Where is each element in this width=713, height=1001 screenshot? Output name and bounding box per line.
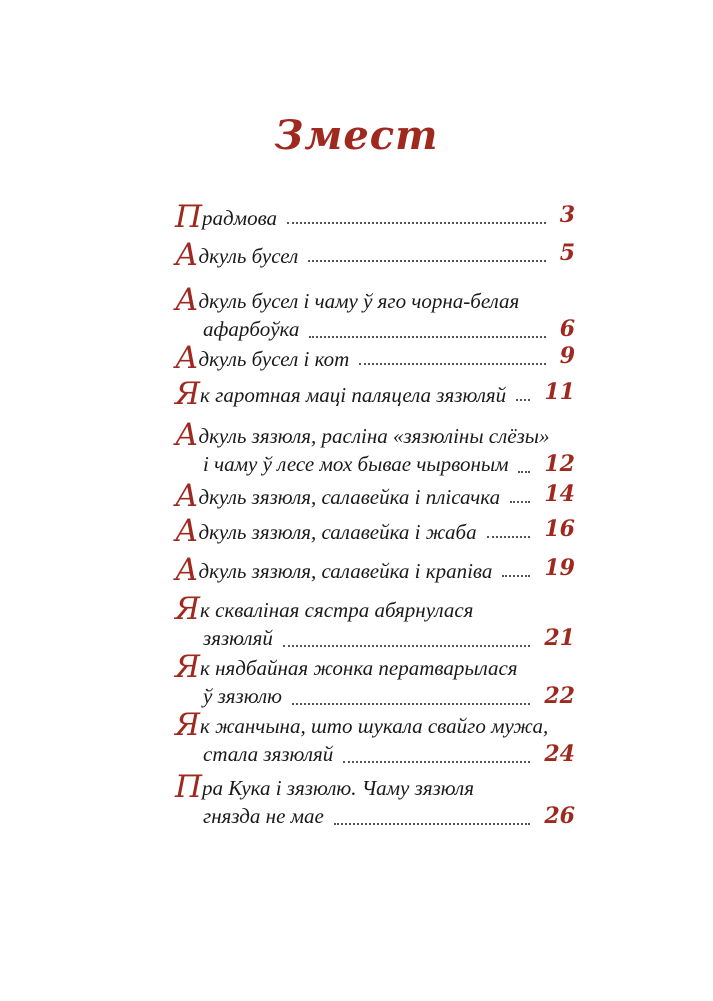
toc-leader-dots [343,755,530,763]
toc-initial-letter: Я [175,591,201,627]
page-title: Змест [274,112,439,159]
toc-leader-dots [334,817,531,825]
toc-entry-text: афарбоўка [203,317,300,341]
toc-initial-letter: А [175,417,199,453]
toc-entry-text-rest: дкуль зязюля, салавейка і крапіва [198,559,493,583]
toc-entry-first-line [175,478,575,514]
toc-entry-text: зязюляй [203,626,273,650]
toc-page-number: 26 [544,803,575,829]
toc-entry-text [175,707,549,743]
toc-page-number: 21 [544,625,575,651]
toc-initial-letter: Я [175,649,201,685]
toc-entry [175,199,575,235]
toc-entry [175,708,575,770]
toc-entry [175,552,575,588]
toc-leader-dots [292,697,530,705]
toc-entry-text: і чаму ў лесе мох бывае чырвоным [203,452,509,476]
toc-page-number: 5 [559,240,575,266]
toc-entry-text-rest: ра Кука і зязюлю. Чаму зязюля [202,776,474,800]
toc-entry [175,650,575,712]
toc-entry-first-line [175,552,575,588]
toc-initial-letter: П [175,769,203,805]
toc-leader-dots [308,254,545,262]
toc-leader-dots [487,530,531,538]
toc-entry-text-rest: дкуль зязюля, расліна «зязюліны слёзы» [198,424,550,448]
toc-leader-dots [510,495,530,503]
toc-entry-text-rest: к скваліная сястра абярнулася [200,598,474,622]
toc-leader-dots [518,465,530,473]
toc-entry [175,478,575,514]
toc-initial-letter: Я [175,707,201,743]
toc-entry-text-rest: дкуль зязюля, салавейка і жаба [198,520,477,544]
toc-leader-dots [309,330,545,338]
toc-leader-dots [502,569,530,577]
toc-initial-letter: А [175,237,199,273]
toc-entry-first-line [175,237,575,273]
toc-entry-text: стала зязюляй [203,742,334,766]
toc-entry-first-line [175,513,575,549]
toc-entry-text: гнязда не мае [203,804,324,828]
toc-page-number: 6 [559,316,575,342]
toc-entry [175,513,575,549]
toc-page-number: 14 [544,481,575,507]
toc-entry-continuation-line [175,801,575,832]
toc-entry [175,592,575,654]
toc-entry-text [175,282,520,318]
toc-page-number: 11 [544,379,575,405]
toc-entry-continuation-line [175,739,575,770]
toc-entry-text [175,376,507,412]
toc-entry [175,418,575,480]
toc-page-number: 12 [544,451,575,477]
toc-entry-text [175,591,474,627]
toc-entry [175,340,575,376]
toc-entry-text-rest: к нядбайная жонка ператварылася [200,656,518,680]
toc-entry-text-rest: дкуль бусел [198,244,299,268]
toc-entry-text [175,552,493,588]
toc-page-number: 16 [544,516,575,542]
toc-entry-text-rest: дкуль бусел і чаму ў яго чорна-белая [198,289,520,313]
toc-page-number: 22 [544,683,575,709]
toc-leader-dots [283,639,531,647]
toc-entry-text [175,199,278,235]
toc-entry-text [175,513,477,549]
toc-entry-text [175,417,550,453]
toc-page-number: 24 [544,741,575,767]
toc-initial-letter: А [175,340,199,376]
toc-entry-text [175,478,501,514]
toc-entry-text [175,340,350,376]
toc-entry-text-rest: дкуль бусел і кот [198,347,350,371]
toc-entry-first-line [175,282,575,318]
toc-page-number: 9 [559,343,575,369]
toc-entry-text: ў зязюлю [203,684,282,708]
toc-entry-continuation-line [175,449,575,480]
toc-entry-first-line [175,707,575,743]
toc-entry-text [175,237,299,273]
toc-entry [175,283,575,345]
toc-entry-first-line [175,649,575,685]
toc-initial-letter: А [175,552,199,588]
toc-entry-text [175,649,518,685]
toc-entry-first-line [175,199,575,235]
toc-entry-text [175,769,474,805]
toc-entry-text-rest: к жанчына, што шукала свайго мужа, [200,714,549,738]
toc-page-number: 3 [559,202,575,228]
toc-page-number: 19 [544,555,575,581]
toc-initial-letter: А [175,513,199,549]
toc-leader-dots [359,357,545,365]
toc-entry-first-line [175,769,575,805]
toc-entry-text-rest: дкуль зязюля, салавейка і плісачка [198,485,501,509]
toc-entry-first-line [175,340,575,376]
toc-initial-letter: П [175,199,203,235]
toc-entry-text-rest: радмова [202,206,278,230]
toc-leader-dots [287,216,546,224]
toc-initial-letter: А [175,478,199,514]
toc-entry-first-line [175,417,575,453]
toc-entry [175,376,575,412]
toc-entry-text-rest: к гаротная маці паляцела зязюляй [200,383,507,407]
toc-initial-letter: Я [175,376,201,412]
toc-entry [175,237,575,273]
toc-leader-dots [516,393,530,401]
toc-initial-letter: А [175,282,199,318]
toc-entry-first-line [175,376,575,412]
toc-entry [175,770,575,832]
toc-entry-first-line [175,591,575,627]
